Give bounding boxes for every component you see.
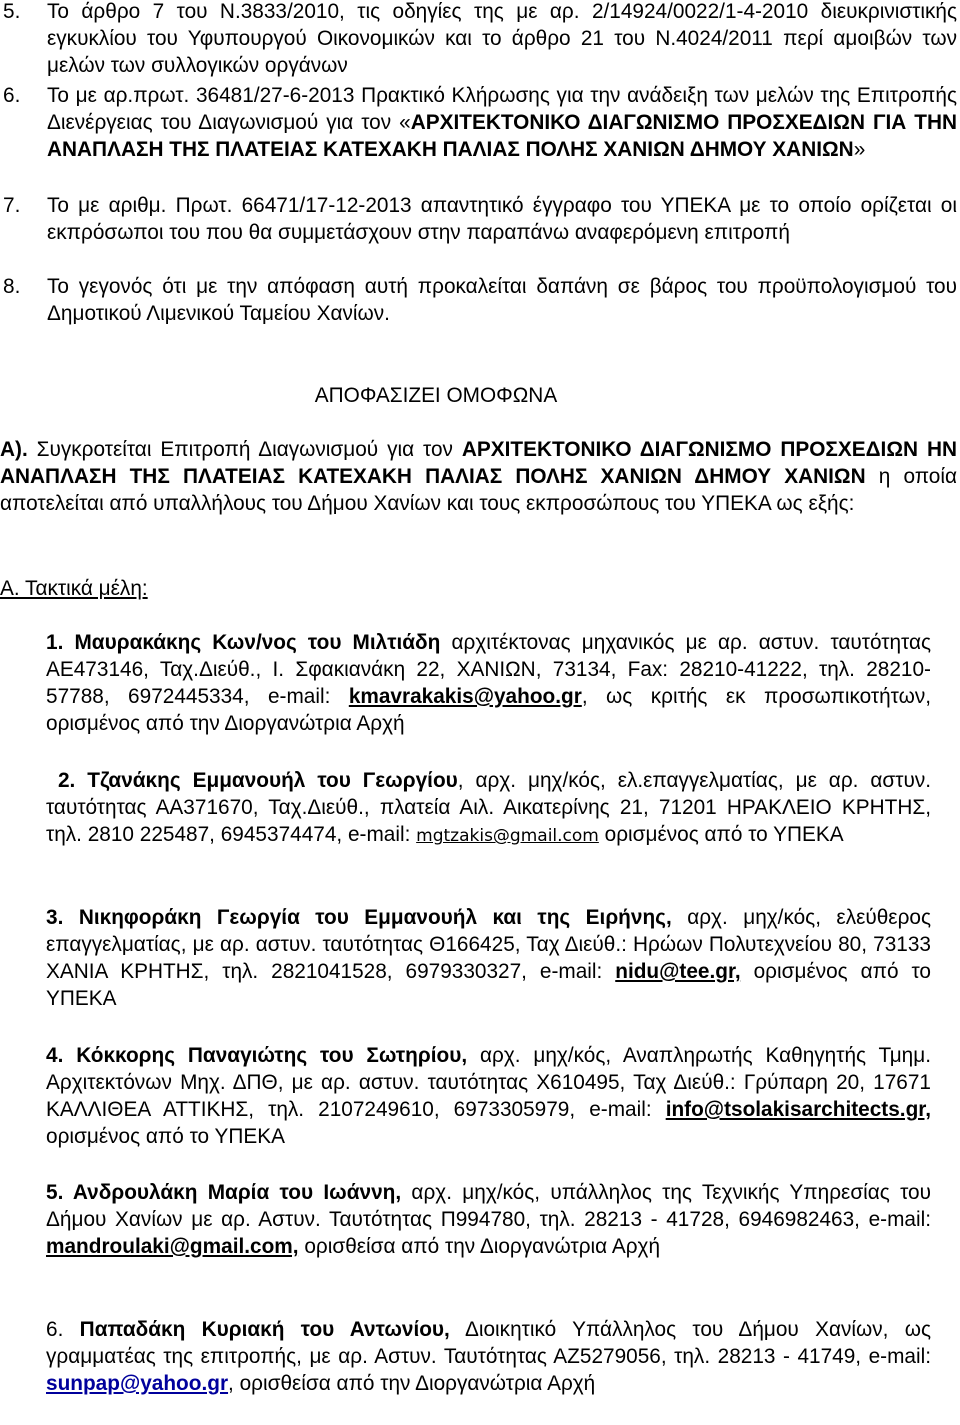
member-email-link[interactable]: nidu@tee.gr, <box>615 960 741 983</box>
list-item-number: 5. <box>3 0 21 23</box>
section-a-bold-title: ΑΡΧΙΤΕΚΤΟΝΙΚΟ ΔΙΑΓΩΝΙΣΜΟ ΠΡΟΣΧΕΔΙΩΝ ΗΝ ΑΝΑΠΛΑΣΗ ΤΗΣ ΠΛΑΤΕΙΑΣ ΚΑΤΕΧΑΚΗ ΠΑΛΙΑΣ ΠΟΛΗΣ ΧΑΝΙΩΝ ΔΗΜΟΥ ΧΑΝΙΩΝ <box>0 438 957 488</box>
member-number: 5. <box>46 1181 64 1204</box>
member-email-link[interactable]: sunpap@yahoo.gr <box>46 1372 229 1395</box>
member-role: , ορισθείσα από την Διοργανώτρια Αρχή <box>228 1372 596 1395</box>
list-item-text: Το άρθρο 7 του Ν.3833/2010, τις οδηγίες της με αρ. 2/14924/0022/1-4-2010 διευκρινιστικής εγκυκλίου του Υφυπουργού Οικονομικών και το άρθρο 21 του Ν.4024/2011 περί αμοιβών των μελών των συλλογικών οργάνων <box>47 0 957 77</box>
decision-heading: ΑΠΟΦΑΣΙΖΕΙ ΟΜΟΦΩΝΑ <box>314 384 558 407</box>
member-number: 4. <box>46 1044 64 1067</box>
member-name: Κόκκορης Παναγιώτης του Σωτηρίου, <box>76 1044 468 1067</box>
member-number: 2. <box>57 769 76 792</box>
section-a-label: Α). <box>0 438 28 461</box>
member-number: 6. <box>46 1318 64 1341</box>
member-role: , ως κριτής εκ προσωπικοτήτων, ορισμένος από την Διοργανώτρια Αρχή <box>46 685 931 735</box>
member-email-link[interactable]: info@tsolakisarchitects.gr, <box>665 1098 931 1121</box>
member-role: ορισθείσα από την Διοργανώτρια Αρχή <box>298 1235 661 1258</box>
member-role: ορισμένος από το ΥΠΕΚΑ <box>598 823 844 846</box>
member-entry <box>46 767 931 850</box>
member-entry <box>46 1179 931 1260</box>
list-item-number: 6. <box>3 84 21 107</box>
member-details: αρχ. μηχ/κός, υπάλληλος της Τεχνικής Υπηρεσίας του Δήμου Χανίων με αρ. Αστυν. Ταυτότητας Π994780, τηλ. 28213 - 41728, 6946982463, e-mail: <box>46 1181 931 1231</box>
member-name: Παπαδάκη Κυριακή του Αντωνίου, <box>79 1318 450 1341</box>
member-email-link[interactable]: mandroulaki@gmail.com, <box>46 1235 299 1258</box>
list-item-bold-title: ΑΡΧΙΤΕΚΤΟΝΙΚΟ ΔΙΑΓΩΝΙΣΜΟ ΠΡΟΣΧΕΔΙΩΝ ΓΙΑ ΤΗΝ ΑΝΑΠΛΑΣΗ ΤΗΣ ΠΛΑΤΕΙΑΣ ΚΑΤΕΧΑΚΗ ΠΑΛΙΑΣ ΠΟΛΗΣ ΧΑΝΙΩΝ ΔΗΜΟΥ ΧΑΝΙΩΝ <box>47 111 957 161</box>
member-email-link[interactable]: kmavrakakis@yahoo.gr <box>348 685 582 708</box>
member-entry <box>46 1042 931 1150</box>
member-entry <box>46 1316 931 1397</box>
member-name: Μαυρακάκης Κων/νος του Μιλτιάδη <box>74 631 441 654</box>
member-role: ορισμένος από το ΥΠΕΚΑ <box>46 1125 285 1148</box>
list-item-text: Το γεγονός ότι με την απόφαση αυτή προκαλείται δαπάνη σε βάρος του προϋπολογισμού του Δημοτικού Λιμενικού Ταμείου Χανίων. <box>47 275 957 325</box>
member-details: Διοικητικό Υπάλληλος του Δήμου Χανίων, ως γραμματέας της επιτροπής, με αρ. Αστυν. Ταυτότητας ΑΖ5279056, τηλ. 28213 - 41749, e-mail: <box>46 1318 931 1368</box>
member-number: 3. <box>46 906 64 929</box>
member-name: Τζανάκης Εμμανουήλ του Γεωργίου <box>87 769 458 792</box>
list-item-text-end: » <box>853 138 866 161</box>
list-item-number: 7. <box>3 194 21 217</box>
list-item-8 <box>0 273 957 327</box>
section-a-text-end: η οποία αποτελείται από υπαλλήλους του Δήμου Χανίων και τους εκπροσώπους του ΥΠΕΚΑ ως εξής: <box>0 465 957 515</box>
member-role: ορισμένος από το ΥΠΕΚΑ <box>46 960 931 1010</box>
member-entry <box>46 629 931 737</box>
member-name: Ανδρουλάκη Μαρία του Ιωάννη, <box>72 1181 402 1204</box>
member-details: αρχ. μηχ/κός, ελεύθερος επαγγελματίας, με αρ. αστυν. ταυτότητας Θ166425, Ταχ Διεύθ.: Ηρώων Πολυτεχνείου 80, 73133 ΧΑΝΙΑ ΚΡΗΤΗΣ, τηλ. 2821041528, 6979330327, e-mail: <box>46 906 931 983</box>
list-item-7 <box>0 192 957 246</box>
section-a-paragraph <box>0 436 957 517</box>
list-item-5 <box>0 0 957 79</box>
list-item-text: Το με αριθμ. Πρωτ. 66471/17-12-2013 απαντητικό έγγραφο του ΥΠΕΚΑ με το οποίο ορίζεται οι εκπρόσωποι του που θα συμμετάσχουν στην παραπάνω αναφερόμενη επιτροπή <box>47 194 957 244</box>
member-details: , αρχ. μηχ/κός, ελ.επαγγελματίας, με αρ. αστυν. ταυτότητας ΑΑ371670, Ταχ.Διεύθ., πλατεία Αιλ. Αικατερίνης 21, 71201 ΗΡΑΚΛΕΙΟ ΚΡΗΤΗΣ, τηλ. 2810 225487, 6945374474, e-mail: <box>46 769 932 846</box>
member-details: αρχιτέκτονας μηχανικός με αρ. αστυν. ταυτότητας ΑΕ473146, Ταχ.Διεύθ., Ι. Σφακιανάκη 22, ΧΑΝΙΩΝ, 73134, Fax: 28210-41222, τηλ. 28210-57788, 6972445334, e-mail: <box>46 631 931 708</box>
section-a-text: Συγκροτείται Επιτροπή Διαγωνισμού για τον <box>27 438 462 461</box>
list-item-6 <box>0 82 957 163</box>
list-item-text: Το με αρ.πρωτ. 36481/27-6-2013 Πρακτικό Κλήρωσης για την ανάδειξη των μελών της Επιτροπής Διενέργειας του Διαγωνισμού για τον « <box>47 84 957 134</box>
member-details: αρχ. μηχ/κός, Αναπληρωτής Καθηγητής Τμημ. Αρχιτεκτόνων Μηχ. ΔΠΘ, με αρ. αστυν. ταυτότητας Χ610495, Ταχ Διεύθ.: Γρύπαρη 20, 17671 ΚΑΛΛΙΘΕΑ ΑΤΤΙΚΗΣ, τηλ. 2107249610, 6973305979, e-mail: <box>46 1044 931 1121</box>
member-email-link[interactable]: mgtzakis@gmail.com <box>416 826 599 846</box>
list-item-number: 8. <box>3 275 21 298</box>
member-entry <box>46 904 931 1012</box>
member-name: Νικηφοράκη Γεωργία του Εμμανουήλ και της Ειρήνης, <box>78 906 672 929</box>
member-number: 1. <box>46 631 64 654</box>
regular-members-heading: Α. Τακτικά μέλη: <box>0 577 148 600</box>
